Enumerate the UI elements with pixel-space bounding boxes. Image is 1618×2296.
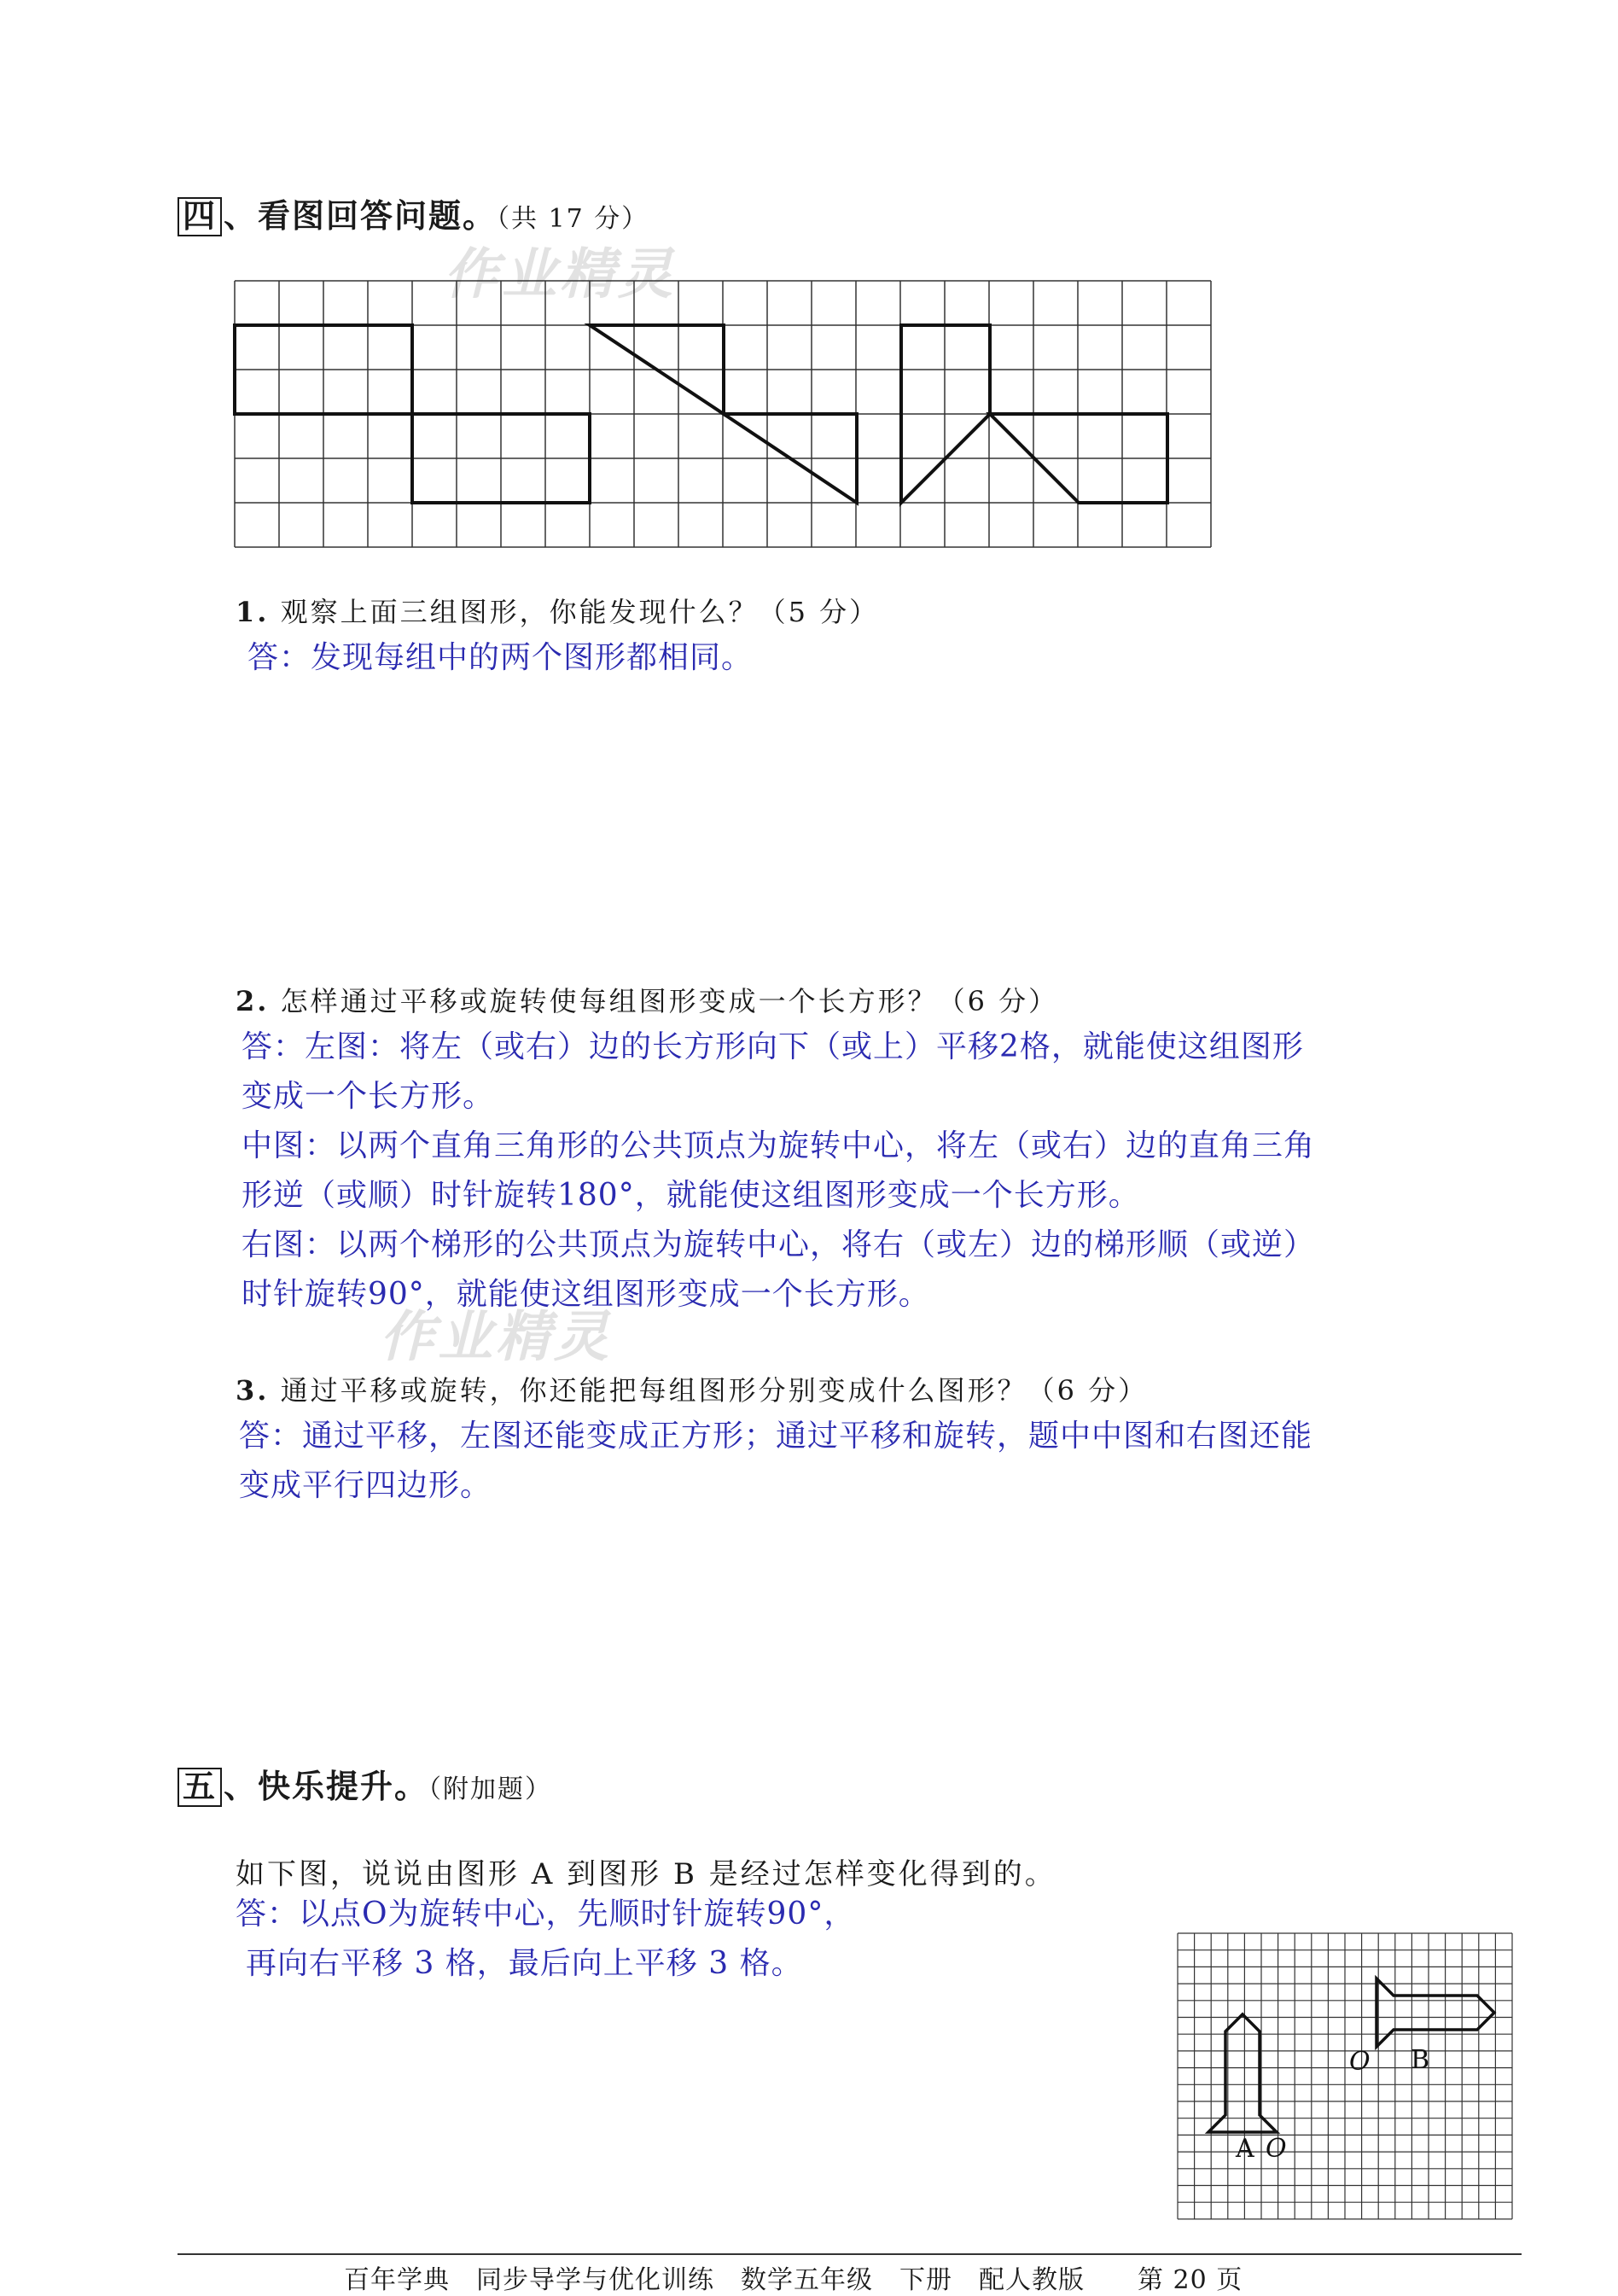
label-o-right: O [1349,2047,1371,2077]
translation-rotation-grid-figure [230,278,1220,556]
question-1 [236,591,879,630]
answer-2-line-3: 中图：以两个直角三角形的公共顶点为旋转中心，将左（或右）边的直角三角 [242,1128,1316,1163]
footer-rule [178,2253,1522,2255]
answer-2-line-5: 右图：以两个梯形的公共顶点为旋转中心，将右（或左）边的梯形顺（或逆） [242,1227,1316,1262]
shape-a [1208,2014,1277,2132]
question-1-number: 1. [236,596,270,628]
answer-2 [242,1023,1315,1320]
question-3-number: 3. [236,1374,270,1407]
answer-2-line-4: 形逆（或顺）时针旋转180°，就能使这组图形变成一个长方形。 [242,1178,1140,1213]
answer-3 [239,1412,1312,1511]
section5-answer [236,1890,855,1989]
question-2 [236,980,1058,1019]
section4-heading [178,189,649,236]
label-o-bottom: O [1266,2134,1287,2164]
answer-2-line-6: 时针旋转90°，就能使这组图形变成一个长方形。 [242,1277,930,1312]
section4-title: 、看图回答问题。 [224,197,498,235]
label-a: A [1236,2134,1254,2164]
shape-b [1376,1978,1494,2047]
answer-3-line-1: 答：通过平移，左图还能变成正方形；通过平移和旋转，题中中图和右图还能 [239,1419,1313,1454]
question-2-text: 怎样通过平移或旋转使每组图形变成一个长方形？（6 分） [280,985,1059,1017]
watermark-top: 作业精灵 [444,243,676,306]
answer-2-line-2: 变成一个长方形。 [242,1079,495,1114]
question-1-text: 观察上面三组图形，你能发现什么？（5 分） [280,596,880,628]
question-2-number: 2. [236,985,270,1017]
section5-question: 如下图，说说由图形 A 到图形 B 是经过怎样变化得到的。 [236,1857,1056,1891]
section5-number: 五 [178,1768,222,1807]
answer-2-line-1: 答：左图：将左（或右）边的长方形向下（或上）平移2格，就能使这组图形 [242,1029,1304,1064]
section5-note: （附加题） [428,1774,553,1804]
section5-answer-line-2: 再向右平移 3 格，最后向上平移 3 格。 [246,1946,803,1981]
page-footer: 百年学典 同步导学与优化训练 数学五年级 下册 配人教版 第 20 页 [344,2265,1243,2295]
section5-heading [178,1760,552,1807]
watermark-middle: 作业精灵 [380,1306,612,1369]
small-grid-lines [1178,1933,1512,2219]
rocket-rotation-grid-figure [1176,1932,1521,2227]
section4-number: 四 [178,197,222,236]
answer-1: 答：发现每组中的两个图形都相同。 [247,640,754,675]
section4-score: （共 17 分） [497,204,649,234]
section5-title: 、快乐提升。 [224,1768,429,1805]
question-3-text: 通过平移或旋转，你还能把每组图形分别变成什么图形？（6 分） [280,1374,1149,1407]
question-3 [236,1369,1148,1408]
section5-answer-line-1: 答：以点O为旋转中心，先顺时针旋转90°， [236,1897,856,1932]
answer-3-line-2: 变成平行四边形。 [239,1468,492,1503]
label-b: B [1411,2045,1430,2075]
